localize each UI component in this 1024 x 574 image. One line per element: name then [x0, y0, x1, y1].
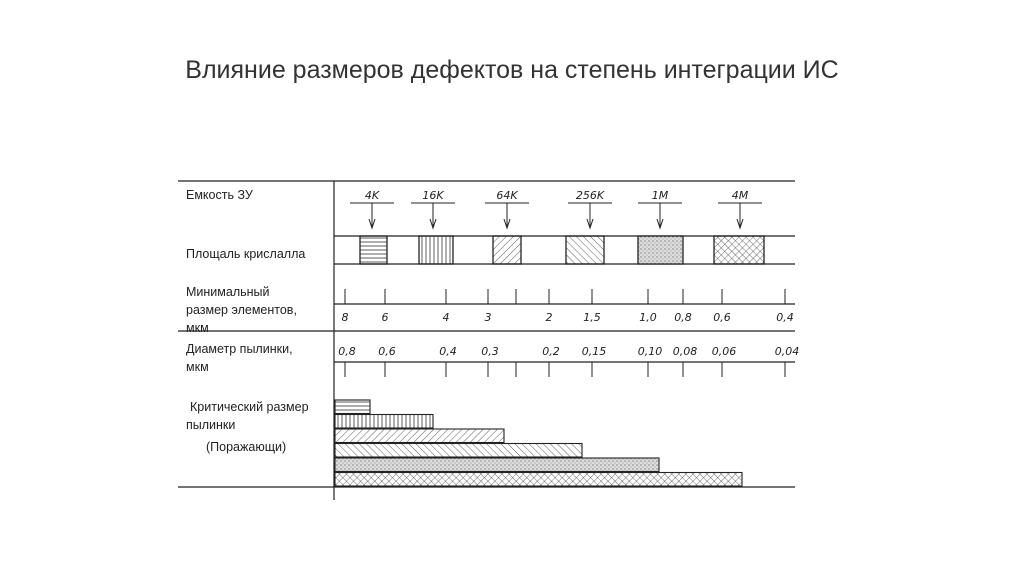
dust-label-2: мкм: [186, 360, 209, 374]
capacity-label-2: 64K: [496, 189, 518, 202]
dust-tick-label: 0,06: [711, 345, 737, 358]
min-size-tick-label: 0,4: [776, 311, 794, 324]
dust-tick-label: 0,08: [672, 345, 698, 358]
crystal-area-crosshatch: [714, 236, 764, 264]
crystal-area-dots: [638, 236, 683, 264]
area-label: Площаль крислалла: [186, 247, 306, 261]
min-size-tick-label: 1,5: [583, 311, 601, 324]
min-size-tick-label: 0,8: [674, 311, 692, 324]
dust-tick-label: 0,8: [338, 345, 356, 358]
capacity-label-0: 4K: [364, 189, 380, 202]
critical-label-2: пылинки: [186, 418, 236, 432]
critical-bar-horizontal-hatch: [335, 400, 370, 414]
critical-bar-diagonal-hatch: [335, 429, 504, 443]
min-size-label-3: мкм: [186, 321, 209, 335]
dust-tick-label: 0,4: [439, 345, 457, 358]
min-size-tick-label: 1,0: [639, 311, 657, 324]
min-size-tick-label: 4: [442, 311, 450, 324]
min-size-tick-label: 6: [381, 311, 389, 324]
min-size-label-2: размер элементов,: [186, 303, 297, 317]
crystal-area-diagonal-hatch: [493, 236, 521, 264]
critical-label-1: Критический размер: [190, 400, 309, 414]
dust-label-1: Диаметр пылинки,: [186, 342, 293, 356]
capacity-label-5: 4M: [731, 189, 749, 202]
dust-tick-label: 0,10: [637, 345, 663, 358]
slide-title: Влияние размеров дефектов на степень интеграции ИС: [185, 56, 839, 84]
min-size-tick-label: 8: [341, 311, 349, 324]
min-size-label-1: Минимальный: [186, 285, 270, 299]
critical-bar-vertical-hatch: [335, 415, 433, 429]
min-size-tick-label: 3: [484, 311, 492, 324]
capacity-label-3: 256K: [575, 189, 605, 202]
critical-bar-dots: [335, 458, 659, 472]
critical-note: (Поражающи): [206, 440, 287, 454]
crystal-area-back-diagonal-hatch: [566, 236, 604, 264]
dust-tick-label: 0,2: [542, 345, 560, 358]
dust-tick-label: 0,6: [378, 345, 396, 358]
capacity-label: Емкость ЗУ: [186, 188, 253, 202]
capacity-label-1: 16K: [422, 189, 444, 202]
capacity-label-4: 1M: [651, 189, 669, 202]
dust-tick-label: 0,3: [481, 345, 499, 358]
critical-bar-back-diagonal-hatch: [335, 444, 582, 458]
critical-bar-crosshatch: [335, 473, 742, 487]
crystal-area-horizontal-hatch: [360, 236, 387, 264]
min-size-tick-label: 2: [545, 311, 553, 324]
dust-tick-label: 0,04: [774, 345, 800, 358]
min-size-tick-label: 0,6: [713, 311, 731, 324]
dust-tick-label: 0,15: [581, 345, 607, 358]
crystal-area-vertical-hatch: [419, 236, 453, 264]
